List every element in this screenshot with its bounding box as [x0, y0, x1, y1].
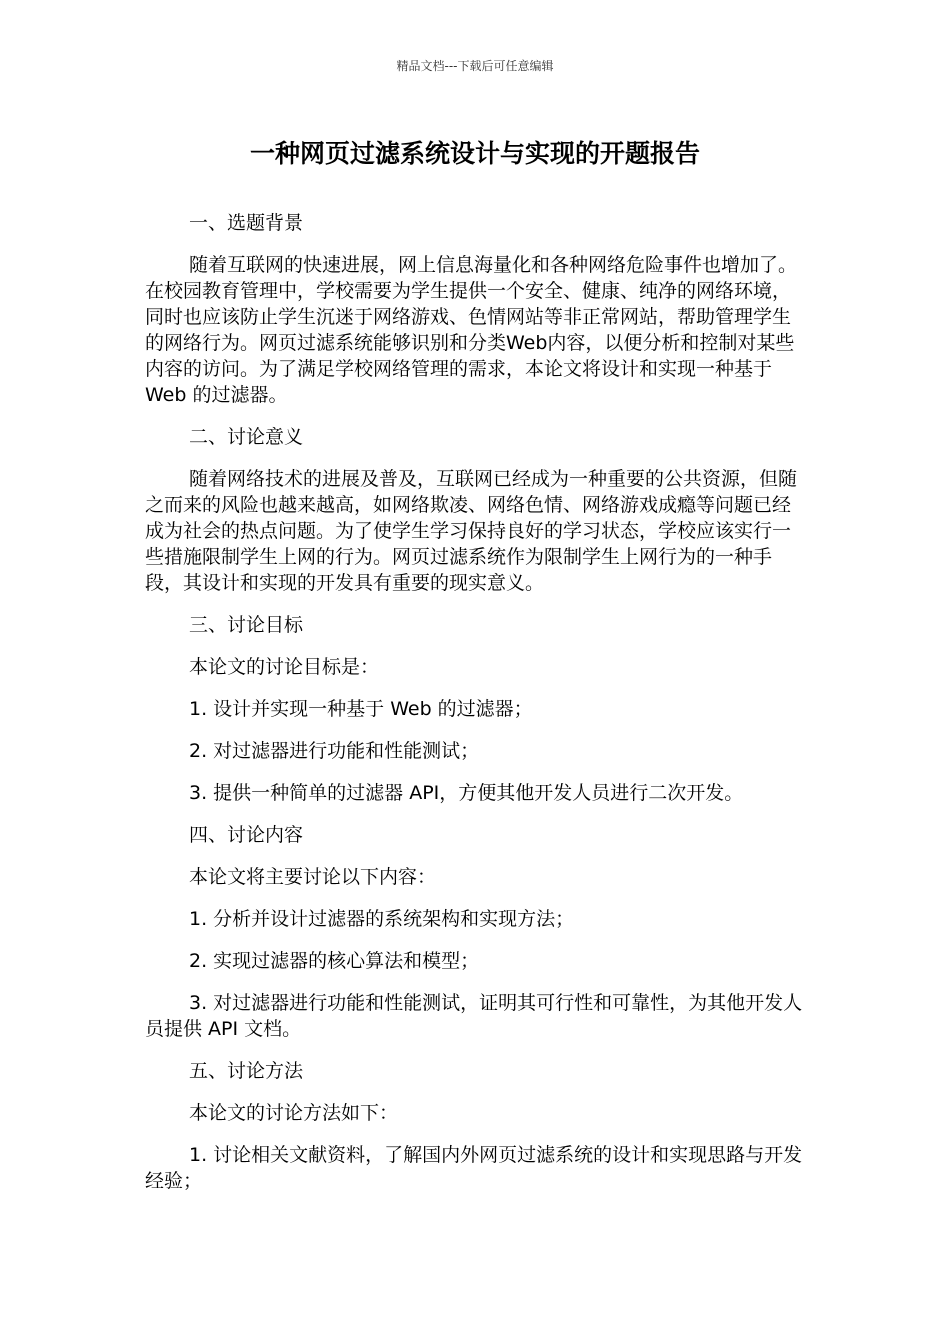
section-heading-methods: 五、讨论方法 [189, 1060, 304, 1082]
paragraph-significance: 随着网络技术的进展及普及，互联网已经成为一种重要的公共资源，但随之而来的风险也越来越高，如网络欺凌、网络色情、网络游戏成瘾等问题已经成为社会的热点问题。为了使学生学习保持良好的学习状态，学校应该实行一些措施限制学生上网的行为。网页过滤系统作为限制学生上网行为的一种手段，其设计和实现的开发具有重要的现实意义。 [145, 468, 798, 594]
paragraph-background: 随着互联网的快速进展，网上信息海量化和各种网络危险事件也增加了。在校园教育管理中，学校需要为学生提供一个安全、健康、纯净的网络环境，同时也应该防止学生沉迷于网络游戏、色情网站等非正常网站，帮助管理学生的网络行为。网页过滤系统能够识别和分类Web内容，以便分析和控制对某些内容的访问。为了满足学校网络管理的需求，本论文将设计和实现一种基于 Web 的过滤器。 [145, 254, 798, 406]
methods-intro: 本论文的讨论方法如下： [189, 1102, 399, 1124]
list-item: 3. 提供一种简单的过滤器 API，方便其他开发人员进行二次开发。 [189, 782, 744, 804]
section-heading-goals: 三、讨论目标 [189, 614, 304, 636]
list-item: 3. 对过滤器进行功能和性能测试，证明其可行性和可靠性，为其他开发人员提供 API 文档。 [145, 992, 803, 1040]
document-body [145, 210, 803, 1210]
document-title: 一种网页过滤系统设计与实现的开题报告 [249, 139, 700, 168]
list-item: 1. 分析并设计过滤器的系统架构和实现方法； [189, 908, 575, 930]
section-heading-significance: 二、讨论意义 [189, 426, 304, 448]
header-note: 精品文档---下载后可任意编辑 [396, 59, 554, 73]
goals-intro: 本论文的讨论目标是： [189, 656, 380, 678]
list-item: 1. 讨论相关文献资料，了解国内外网页过滤系统的设计和实现思路与开发经验； [145, 1144, 803, 1192]
section-heading-background: 一、选题背景 [189, 212, 304, 234]
content-intro: 本论文将主要讨论以下内容： [189, 866, 437, 888]
section-heading-content: 四、讨论内容 [189, 824, 304, 846]
list-item: 2. 对过滤器进行功能和性能测试； [189, 740, 480, 762]
list-item: 1. 设计并实现一种基于 Web 的过滤器； [189, 698, 533, 720]
list-item: 2. 实现过滤器的核心算法和模型； [189, 950, 480, 972]
